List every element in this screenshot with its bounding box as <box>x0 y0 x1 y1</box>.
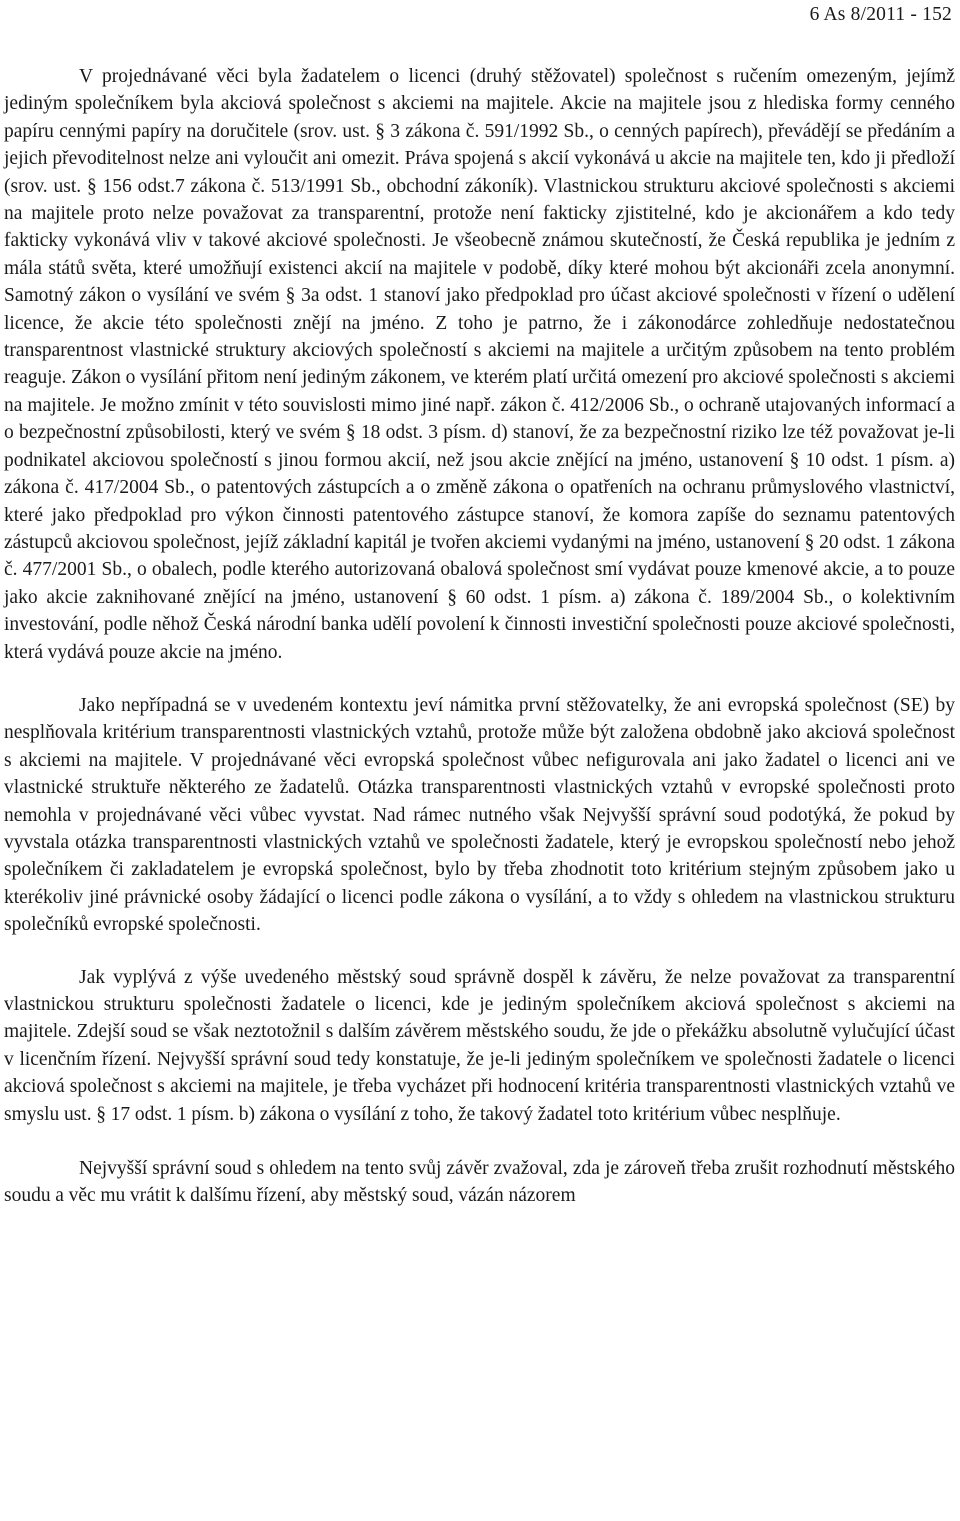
document-body <box>4 63 955 1236</box>
paragraph-bearer-shares: V projednávané věci byla žadatelem o licenci (druhý stěžovatel) společnost s ručením omezeným, jejímž jediným společníkem byla akciová společnost s akciemi na majitele. Akcie na majitele jsou z hlediska formy cenného papíru cennými papíry na doručitele (srov. ust. § 3 zákona č. 591/1992 Sb., o cenných papírech), převádějí se předáním a jejich převoditelnost nelze ani vyloučit ani omezit. Práva spojená s akcií vykonává u akcie na majitele ten, kdo ji předloží (srov. ust. § 156 odst.7 zákona č. 513/1991 Sb., obchodní zákoník). Vlastnickou strukturu akciové společnosti s akciemi na majitele proto nelze považovat za transparentní, protože není fakticky zjistitelné, kdo je akcionářem a kdo tedy fakticky vykonává vliv v takové akciové společnosti. Je všeobecně známou skutečností, že Česká republika je jedním z mála států světa, které umožňují existenci akcií na majitele v podobě, díky které mohou být akcionáři zcela anonymní. Samotný zákon o vysílání ve svém § 3a odst. 1 stanoví jako předpoklad pro účast akciové společnosti v řízení o udělení licence, že akcie této společnosti znějí na jméno. Z toho je patrno, že i zákonodárce zohledňuje nedostatečnou transparentnost vlastnické struktury akciových společností s akciemi na majitele a určitým způsobem na tento problém reaguje. Zákon o vysílání přitom není jediným zákonem, ve kterém platí určitá omezení pro akciové společnosti s akciemi na majitele. Je možno zmínit v této souvislosti mimo jiné např. zákon č. 412/2006 Sb., o ochraně utajovaných informací a o bezpečnostní způsobilosti, který ve svém § 18 odst. 3 písm. d) stanoví, že za bezpečnostní riziko lze též považovat je-li podnikatel akciovou společností s jinou formou akcií, než jsou akcie znějící na jméno, ustanovení § 10 odst. 1 písm. a) zákona č. 417/2004 Sb., o patentových zástupcích a o změně zákona o opatřeních na ochranu průmyslového vlastnictví, které jako předpoklad pro výkon činnosti patentového zástupce stanoví, že komora zapíše do seznamu patentových zástupců akciovou společnost, jejíž základní kapitál je tvořen akciemi vydanými na jméno, ustanovení § 20 odst. 1 zákona č. 477/2001 Sb., o obalech, podle kterého autorizovaná obalová společnost smí vydávat pouze kmenové akcie, a to pouze jako akcie zaknihované znějící na jméno, ustanovení § 60 odst. 1 písm. a) zákona č. 189/2004 Sb., o kolektivním investování, podle něhož Česká národní banka udělí povolení k činnosti investiční společnosti pouze akciové společnosti, která vydává pouze akcie na jméno. <box>4 66 955 663</box>
paragraph-supreme-court-consideration: Nejvyšší správní soud s ohledem na tento svůj závěr zvažoval, zda je zároveň třeba zrušit rozhodnutí městského soudu a věc mu vrátit k dalšímu řízení, aby městský soud, vázán názorem <box>4 1158 955 1207</box>
paragraph-court-conclusion: Jak vyplývá z výše uvedeného městský soud správně dospěl k závěru, že nelze považovat za transparentní vlastnickou strukturu společnosti žadatele o licenci, kde je jediným společníkem akciová společnost s akciemi na majitele. Zdejší soud se však neztotožnil s dalším závěrem městského soudu, že jde o překážku absolutně vylučující účast v licenčním řízení. Nejvyšší správní soud tedy konstatuje, že je-li jediným společníkem ve společnosti žadatele o licenci akciová společnost s akciemi na majitele, je třeba vycházet při hodnocení kritéria transparentnosti vlastnických vztahů ve smyslu ust. § 17 odst. 1 písm. b) zákona o vysílání z toho, že takový žadatel toto kritérium vůbec nesplňuje. <box>4 966 955 1125</box>
page-reference: 6 As 8/2011 - 152 <box>809 4 952 25</box>
paragraph-european-company: Jako nepřípadná se v uvedeném kontextu jeví námitka první stěžovatelky, že ani evropská společnost (SE) by nesplňovala kritérium transparentnosti vlastnických vztahů, protože může být založena obdobně jako akciová společnost s akciemi na majitele. V projednávané věci evropská společnost vůbec nefigurovala ani jako žadatel o licenci ani ve vlastnické struktuře některého ze žadatelů. Otázka transparentnosti vlastnických vztahů v evropské společnosti proto nemohla v projednávané věci vůbec vyvstat. Nad rámec nutného však Nejvyšší správní soud podotýká, že pokud by vyvstala otázka transparentnosti vlastnických vztahů ve společnosti žadatele, který je evropskou společností nebo jehož společníkem či zakladatelem je evropská společnost, bylo by třeba zhodnotit toto kritérium stejným způsobem jako u kterékoliv jiné právnické osoby žádající o licenci podle zákona o vysílání, a to vždy s ohledem na vlastnickou strukturu společníků evropské společnosti. <box>4 694 955 936</box>
